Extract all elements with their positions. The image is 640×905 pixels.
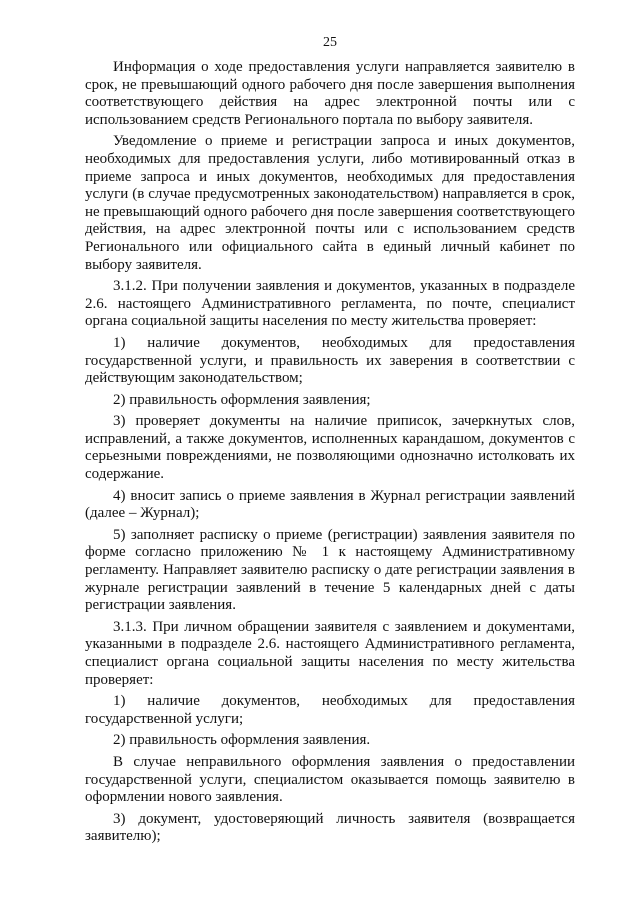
list-item-journal-entry: 4) вносит запись о приеме заявления в Журнал регистрации заявлений (далее – Журнал); xyxy=(85,487,575,522)
paragraph-incorrect-form: В случае неправильного оформления заявления о предоставлении государственной услуги, специалистом оказывается помощь заявителю в оформлении нового заявления. xyxy=(85,753,575,806)
page-number: 25 xyxy=(323,35,337,50)
paragraph-section-3-1-3: 3.1.3. При личном обращении заявителя с заявлением и документами, указанными в подразделе 2.6. настоящего Административного регламента, специалист органа социальной защиты населения по месту жительства проверяет: xyxy=(85,618,575,688)
list-item-document-check: 3) проверяет документы на наличие приписок, зачеркнутых слов, исправлений, а также документов, исполненных карандашом, документов с серьезными повреждениями, не позволяющими однозначно истолковать их содержание. xyxy=(85,413,575,483)
list-item-form-correctness: 2) правильность оформления заявления; xyxy=(113,391,371,408)
list-item-documents: 1) наличие документов, необходимых для предоставления государственной услуги, и правильность их заверения в соответствии с действующим законодательством; xyxy=(85,334,575,387)
list-item-identity-document: 3) документ, удостоверяющий личность заявителя (возвращается заявителю); xyxy=(85,810,575,845)
paragraph-info-delivery: Информация о ходе предоставления услуги направляется заявителю в срок, не превышающий одного рабочего дня после завершения выполнения соответствующего действия на адрес электронной почты или с использованием средств Регионального портала по выбору заявителя. xyxy=(85,59,575,128)
paragraph-notification: Уведомление о приеме и регистрации запроса и иных документов, необходимых для предоставления услуги, либо мотивированный отказ в приеме запроса и иных документов, необходимых для предоставления услуги (в случае предусмотренных законодательством) направляется в срок, не превышающий одного рабочего дня после завершения соответствующего действия, на адрес электронной почты или с использованием средств Регионального или официального сайта в единый личный кабинет по выбору заявителя. xyxy=(85,133,575,273)
list-item-receipt: 5) заполняет расписку о приеме (регистрации) заявления заявителя по форме согласно приложению № 1 к настоящему Административному регламенту. Направляет заявителю расписку о дате регистрации заявления в журнале регистрации заявлений в течение 5 календарных дней с даты регистрации заявления. xyxy=(85,526,575,614)
document-page xyxy=(85,34,575,850)
list-item-form-correctness-personal: 2) правильность оформления заявления. xyxy=(113,732,371,749)
list-item-documents-personal: 1) наличие документов, необходимых для предоставления государственной услуги; xyxy=(85,693,575,727)
paragraph-section-3-1-2: 3.1.2. При получении заявления и документов, указанных в подразделе 2.6. настоящего Административного регламента, по почте, специалист органа социальной защиты населения по месту жительства проверяет: xyxy=(85,278,575,330)
